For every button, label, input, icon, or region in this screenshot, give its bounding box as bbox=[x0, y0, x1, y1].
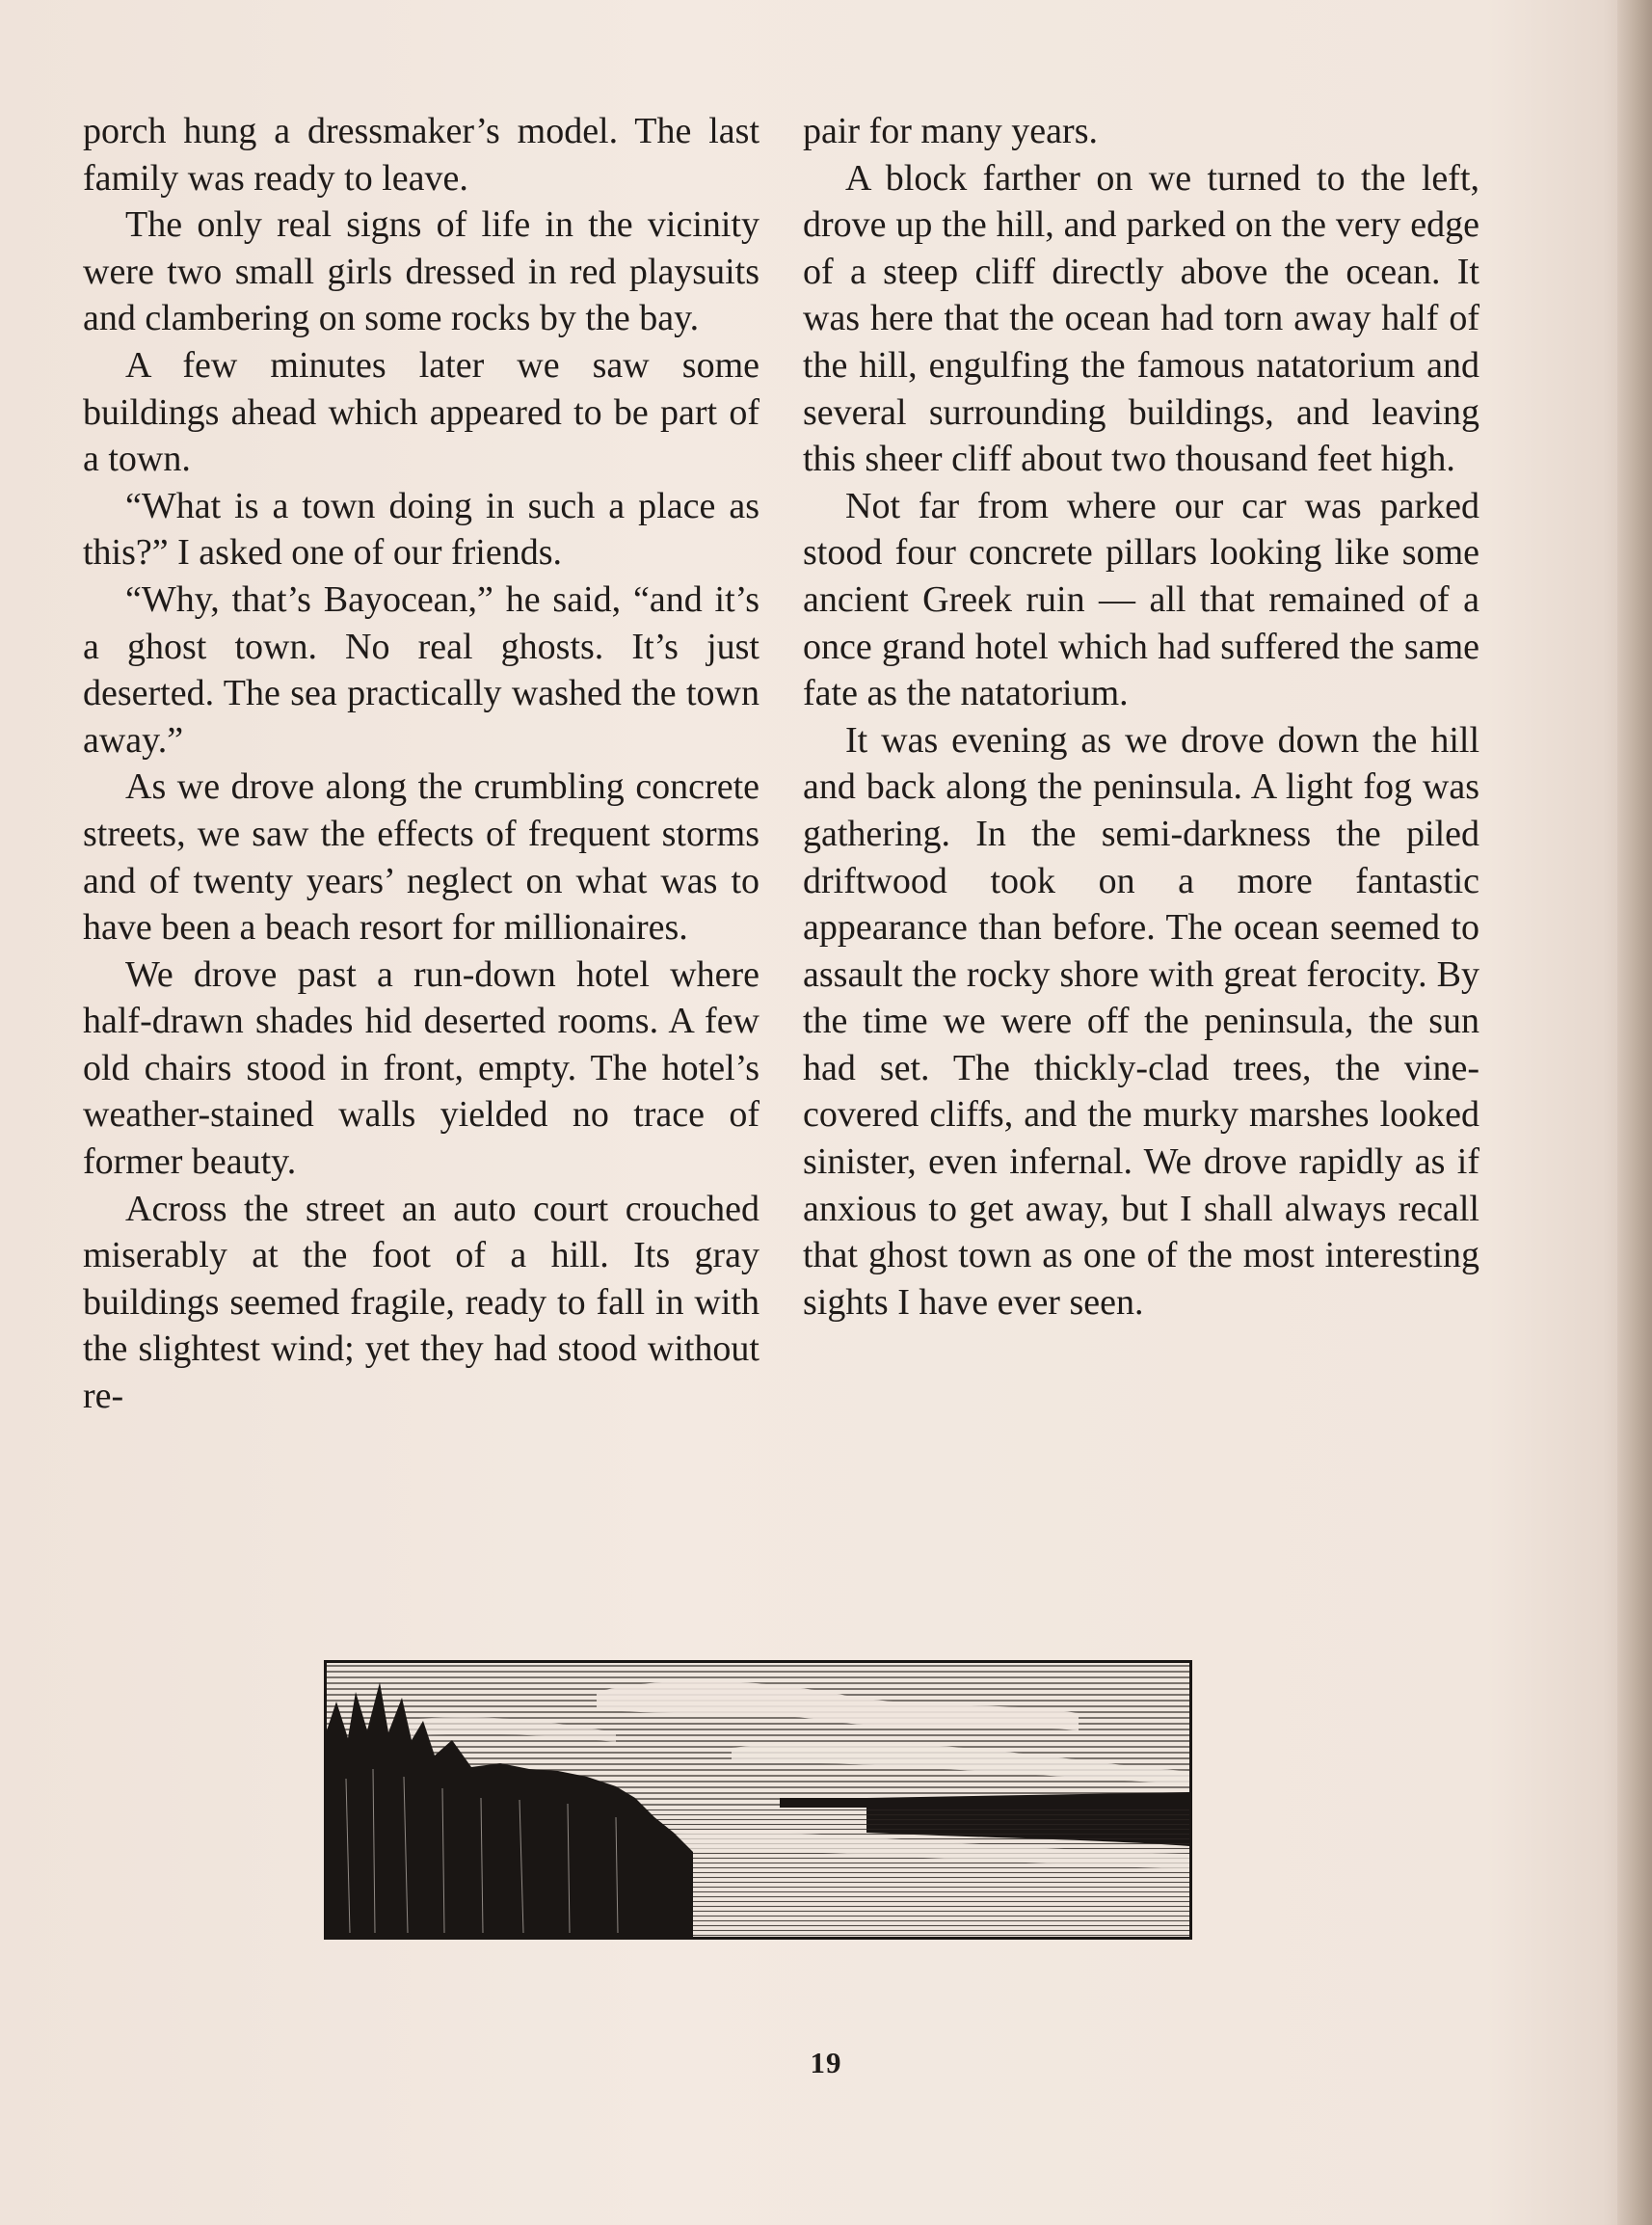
paragraph: It was evening as we drove down the hill and back along the peninsula. A light fog was gathering. In the semi-darkness the piled driftwood took on a more fantastic appearance than before. The ocean seemed to assault the rocky shore with great ferocity. By the time we were off the peninsula, the sun had set. The thickly-clad trees, the vine-covered cliffs, and the murky marshes looked sinister, even infernal. We drove rapidly as if anxious to get away, but I shall always recall that ghost town as one of the most interesting sights I have ever seen. bbox=[803, 719, 1479, 1323]
paragraph: A block farther on we turned to the left, drove up the hill, and parked on the very edge of a steep cliff directly above the ocean. It was here that the ocean had torn away half of the hill, engulfing the famous natatorium and several surrounding buildings, and leaving this sheer cliff about two thousand feet high. bbox=[803, 157, 1479, 480]
book-spine-shadow bbox=[1617, 0, 1652, 2225]
paragraph: Not far from where our car was parked stood four concrete pillars looking like some ancient Greek ruin — all that remained of a once grand hotel which had suffered the same fate as the natatorium. bbox=[803, 485, 1479, 714]
left-text-column bbox=[83, 108, 759, 1420]
paragraph: porch hung a dressmaker’s model. The last family was ready to leave. bbox=[83, 111, 759, 199]
paragraph: “Why, that’s Bayocean,” he said, “and it’s a ghost town. No real ghosts. It’s just deserted. The sea practically washed the town away.” bbox=[83, 578, 759, 761]
paragraph: Across the street an auto court crouched miserably at the foot of a hill. Its gray buildings seemed fragile, ready to fall in with the slightest wind; yet they had stood without re- bbox=[83, 1188, 759, 1417]
paragraph: A few minutes later we saw some buildings ahead which appeared to be part of a town. bbox=[83, 344, 759, 480]
marsh-engraving-illustration bbox=[324, 1660, 1192, 1940]
right-text-column bbox=[803, 108, 1479, 1326]
paragraph: As we drove along the crumbling concrete streets, we saw the effects of frequent storms and of twenty years’ neglect on what was to have been a beach resort for millionaires. bbox=[83, 766, 759, 949]
paragraph: pair for many years. bbox=[803, 111, 1098, 151]
paragraph: “What is a town doing in such a place as this?” I asked one of our friends. bbox=[83, 485, 759, 574]
paragraph: The only real signs of life in the vicinity were two small girls dressed in red playsuits and clambering on some rocks by the bay. bbox=[83, 204, 759, 339]
page-number: 19 bbox=[810, 2046, 842, 2079]
paragraph: We drove past a run-down hotel where half-drawn shades hid deserted rooms. A few old chairs stood in front, empty. The hotel’s weather-stained walls yielded no trace of former beauty. bbox=[83, 953, 759, 1183]
engraving-svg bbox=[327, 1663, 1189, 1937]
